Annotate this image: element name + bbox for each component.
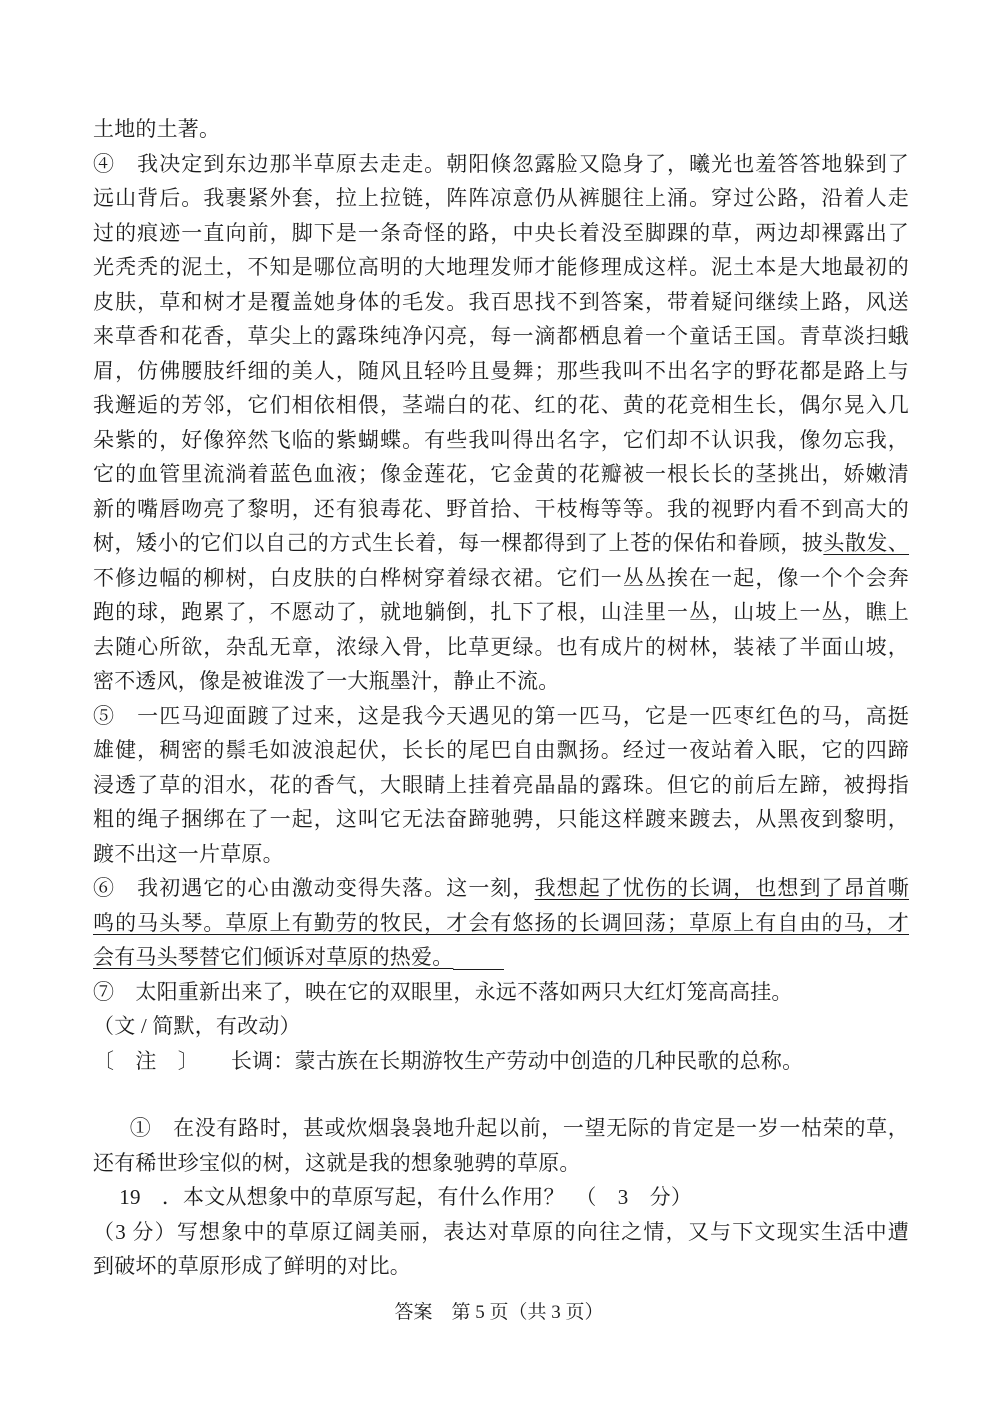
- text-segment: 不修边幅的柳树，白皮肤的白桦树穿着绿衣裙。它们一丛丛挨在一起，像一个个会奔: [93, 565, 909, 590]
- text-segment: 去随心所欲，杂乱无章，浓绿入骨，比草更绿。也有成片的树林，装裱了半面山坡，: [93, 634, 909, 659]
- text-line: [93, 354, 909, 389]
- text-line: [93, 699, 909, 734]
- text-segment: 树，矮小的它们以自己的方式生长着，每一棵都得到了上苍的保佑和眷顾，披: [93, 531, 824, 555]
- text-line: [93, 561, 909, 596]
- text-line: [93, 768, 909, 803]
- text-line: [93, 319, 909, 354]
- text-segment: 来草香和花香，草尖上的露珠纯净闪亮，每一滴都栖息着一个童话王国。青草淡扫蛾: [93, 324, 909, 348]
- text-line: [93, 733, 909, 768]
- text-segment: 还有稀世珍宝似的树，这就是我的想象驰骋的草原。: [93, 1150, 581, 1175]
- text-segment: ⑦ 太阳重新出来了，映在它的双眼里，永远不落如两只大红灯笼高高挂。: [93, 979, 793, 1004]
- text-segment: 雄健，稠密的鬃毛如波浪起伏，长长的尾巴自由飘扬。经过一夜站着入眠，它的四蹄: [93, 738, 909, 762]
- text-line: [93, 871, 909, 906]
- text-line: [93, 975, 909, 1010]
- text-segment: ④ 我决定到东边那半草原去走走。朝阳倏忽露脸又隐身了，曦光也羞答答地躲到了: [93, 151, 909, 176]
- text-segment: ⑥ 我初遇它的心由激动变得失落。这一刻，: [93, 876, 535, 900]
- text-line: [93, 216, 909, 251]
- text-segment: 踱不出这一片草原。: [93, 841, 284, 866]
- text-line: [93, 630, 909, 665]
- text-line: [93, 1044, 909, 1079]
- text-segment: 浸透了草的泪水，花的香气，大眼睛上挂着亮晶晶的露珠。但它的前后左蹄，被拇指: [93, 772, 909, 797]
- text-line: [93, 181, 909, 216]
- text-segment: ⑤ 一匹马迎面踱了过来，这是我今天遇见的第一匹马，它是一匹枣红色的马，高挺: [93, 703, 909, 728]
- text-line: [93, 1215, 909, 1250]
- text-segment: 皮肤，草和树才是覆盖她身体的毛发。我百思找不到答案，带着疑问继续上路，风送: [93, 289, 909, 314]
- text-line: [93, 837, 909, 872]
- text-line: [93, 526, 909, 561]
- text-segment: 远山背后。我裹紧外套，拉上拉链，阵阵凉意仍从裤腿往上涌。穿过公路，沿着人走: [93, 186, 909, 210]
- text-segment: 密不透风，像是被谁泼了一大瓶墨汁，静止不流。: [93, 669, 560, 693]
- text-segment: 跑的球，跑累了，不愿动了，就地躺倒，扎下了根，山洼里一丛，山坡上一丛，瞧上: [93, 600, 909, 624]
- text-segment: 粗的绳子捆绑在了一起，这叫它无法奋蹄驰骋，只能这样踱来踱去，从黑夜到黎明，: [93, 807, 909, 831]
- text-segment: 眉，仿佛腰肢纤细的美人，随风且轻吟且曼舞；那些我叫不出名字的野花都是路上与: [93, 358, 909, 383]
- text-line: [93, 1146, 909, 1181]
- text-line: [93, 664, 909, 699]
- text-segment: 光秃秃的泥土，不知是哪位高明的大地理发师才能修理成这样。泥土本是大地最初的: [93, 255, 909, 279]
- text-line: [93, 423, 909, 458]
- blank-line: [93, 1078, 909, 1111]
- text-segment: （3 分）写想象中的草原辽阔美丽，表达对草原的向往之情，又与下文现实生活中遭: [93, 1219, 909, 1244]
- text-line: [93, 250, 909, 285]
- text-segment: 新的嘴唇吻亮了黎明，还有狼毒花、野首拾、干枝梅等等。我的视野内看不到高大的: [93, 496, 909, 521]
- text-segment: 土地的土著。: [93, 117, 221, 141]
- footer-page-indicator: 答案 第 5 页（共 3 页）: [394, 1302, 604, 1323]
- text-line: [93, 595, 909, 630]
- text-line: [93, 285, 909, 320]
- text-segment: 到破坏的草原形成了鲜明的对比。: [93, 1254, 411, 1278]
- text-segment: 它的血管里流淌着蓝色血液；像金莲花，它金黄的花瓣被一根长长的茎挑出，娇嫩清: [93, 462, 909, 486]
- underlined-text: 头散发、: [823, 531, 910, 555]
- document-body: [93, 112, 909, 1284]
- text-line: [93, 1180, 909, 1215]
- text-line: [93, 940, 909, 975]
- text-segment: 过的痕迹一直向前，脚下是一条奇怪的路，中央长着没至脚踝的草，两边却裸露出了: [93, 220, 909, 245]
- text-line: [93, 388, 909, 423]
- text-line: [93, 1249, 909, 1284]
- text-line: [93, 147, 909, 182]
- text-segment: 我邂逅的芳邻，它们相依相偎，茎端白的花、红的花、黄的花竞相生长，偶尔晃入几: [93, 393, 909, 417]
- underlined-text: 我想起了忧伤的长调，也想到了昂首嘶: [534, 876, 910, 900]
- page-footer: [0, 1297, 998, 1324]
- underlined-text: 鸣的马头琴。草原上有勤劳的牧民，才会有悠扬的长调回荡；草原上有自由的马，才: [93, 910, 909, 935]
- text-line: [93, 112, 909, 147]
- underlined-text: 会有马头琴替它们倾诉对草原的热爱。: [93, 945, 454, 969]
- text-segment: （文 / 简默，有改动）: [93, 1014, 301, 1038]
- text-line: [93, 1009, 909, 1044]
- text-segment: ① 在没有路时，甚或炊烟袅袅地升起以前，一望无际的肯定是一岁一枯荣的草，: [129, 1116, 909, 1140]
- text-segment: 朵紫的，好像猝然飞临的紫蝴蝶。有些我叫得出名字，它们却不认识我，像勿忘我，: [93, 427, 909, 452]
- underline-extension: [453, 948, 503, 970]
- text-line: [93, 1111, 909, 1146]
- text-line: [93, 906, 909, 941]
- text-line: [93, 457, 909, 492]
- text-line: [93, 492, 909, 527]
- text-segment: 〔 注 〕 长调：蒙古族在长期游牧生产劳动中创造的几种民歌的总称。: [93, 1048, 804, 1073]
- text-segment: 19 ．本文从想象中的草原写起，有什么作用？ （ 3 分）: [119, 1185, 693, 1209]
- text-line: [93, 802, 909, 837]
